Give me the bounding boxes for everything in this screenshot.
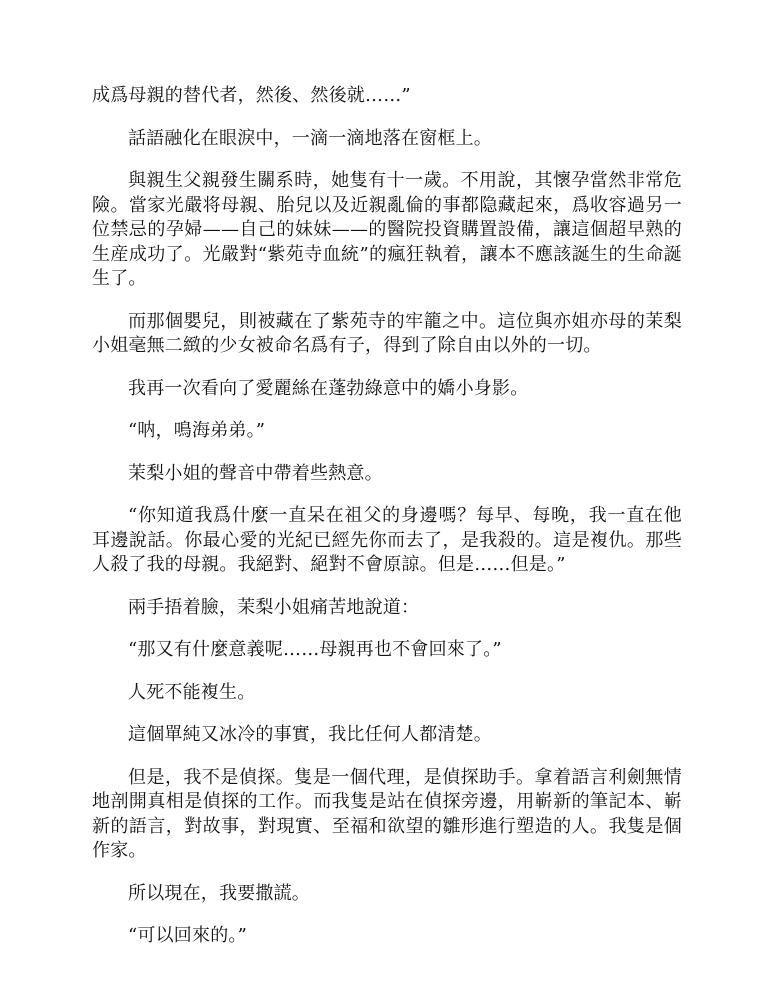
paragraph-14: 所以現在，我要撒謊。 — [128, 882, 310, 904]
paragraph-7: 茉梨小姐的聲音中帶着些熱意。 — [128, 462, 383, 484]
paragraph-15: “可以回來的。” — [128, 925, 248, 946]
paragraph-3: 與親生父親發生關系時，她隻有十一歲。不用說，其懷孕當然非常危險。當家光嚴将母親、胎兒以及近親亂倫的事都隐藏起來，爲收容過另一位禁忌的孕婦——自己的妹妹——的醫院投資購置設備，讓這個超早熟的生産成功了。光嚴對“紫苑寺血統”的瘋狂執着，讓本不應該誕生的生命誕生了。 — [92, 170, 682, 289]
paragraph-10: “那又有什麼意義呢……母親再也不會回來了。” — [128, 639, 502, 660]
paragraph-13: 但是，我不是偵探。隻是一個代理，是偵探助手。拿着語言利劍無情地剖開真相是偵探的工作。而我隻是站在偵探旁邊，用嶄新的筆記本、嶄新的語言，對故事，對現實、至福和欲望的雛形進行塑造的人。我隻是個作家。 — [92, 766, 682, 861]
paragraph-4: 而那個嬰兒，則被藏在了紫苑寺的牢籠之中。這位與亦姐亦母的茉梨小姐毫無二緻的少女被命名爲有子，得到了除自由以外的一切。 — [92, 310, 682, 356]
paragraph-1: 成爲母親的替代者，然後、然後就……” — [92, 85, 411, 106]
paragraph-12: 這個單純又冰冷的事實，我比任何人都清楚。 — [128, 724, 492, 745]
paragraph-5: 我再一次看向了愛麗絲在蓬勃綠意中的嬌小身影。 — [128, 377, 529, 399]
paragraph-11: 人死不能複生。 — [128, 681, 256, 703]
paragraph-6: “呐，鳴海弟弟。” — [128, 420, 266, 441]
paragraph-8: “你知道我爲什麼一直呆在祖父的身邊嗎？每早、每晚，我一直在他耳邊說話。你最心愛的光紀已經先你而去了，是我殺的。這是複仇。那些人殺了我的母親。我絕對、絕對不會原諒。但是……但是。” — [92, 505, 682, 575]
paragraph-2: 話語融化在眼淚中，一滴一滴地落在窗框上。 — [128, 127, 492, 149]
body-text — [92, 84, 682, 967]
paragraph-9: 兩手捂着臉，茉梨小姐痛苦地說道： — [128, 596, 420, 618]
